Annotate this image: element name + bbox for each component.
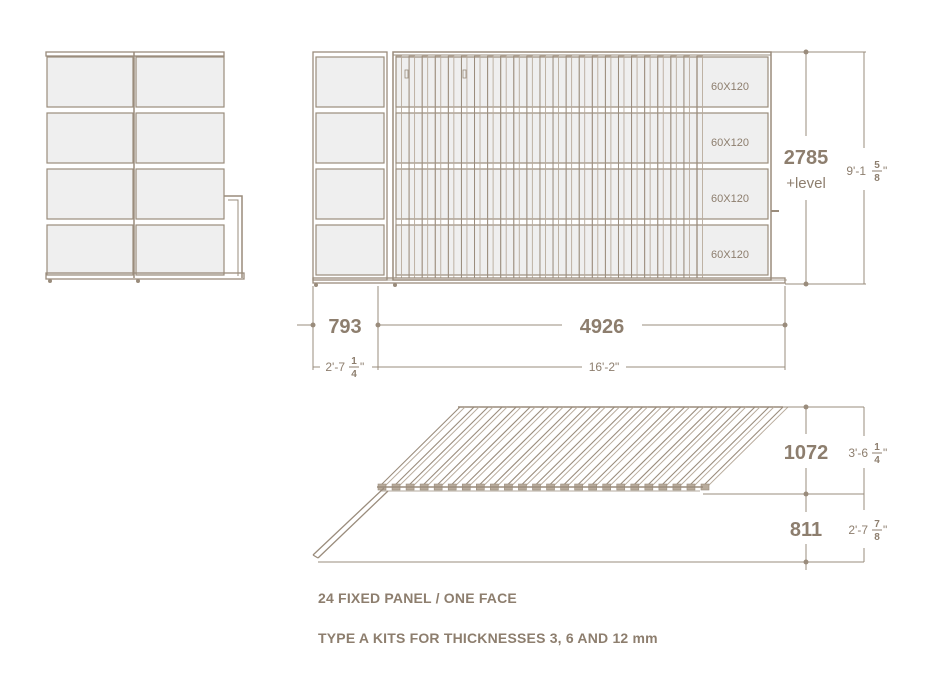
height-ft-numerator: 5	[874, 160, 880, 171]
front-fixed-panel	[316, 57, 384, 107]
panel-label: 60X120	[711, 137, 749, 149]
side-panel	[136, 169, 224, 219]
dimension-tick	[804, 492, 809, 497]
open-ft-label: 2'-7	[848, 523, 868, 537]
plan-depth-mm-label: 1072	[783, 442, 829, 464]
depth-ft-denominator: 4	[351, 369, 357, 380]
side-panel	[47, 169, 133, 219]
side-wheel-right	[136, 279, 140, 283]
open-mm-label: 811	[789, 519, 823, 541]
plan-depth-ft-denominator: 4	[874, 455, 880, 466]
height-dimension	[771, 50, 887, 287]
panel-label: 60X120	[711, 249, 749, 261]
caption-kits: TYPE A KITS FOR THICKNESSES 3, 6 AND 12 mm	[318, 630, 658, 646]
side-panel	[136, 113, 224, 163]
side-view	[46, 52, 244, 283]
dimension-tick	[311, 323, 316, 328]
front-fixed-panel	[316, 169, 384, 219]
side-top-rail	[46, 52, 224, 56]
plan-depth-ft-label: 3'-6	[848, 446, 868, 460]
depth-ft-label: 2'-7	[325, 360, 345, 374]
caption-panels: 24 FIXED PANEL / ONE FACE	[318, 590, 517, 606]
side-panels	[47, 57, 224, 275]
front-fixed-panels	[316, 57, 384, 275]
length-mm-label: 4926	[579, 316, 625, 338]
panel-label: 60X120	[711, 193, 749, 205]
dimension-tick	[804, 560, 809, 565]
side-bracket-inner	[228, 200, 238, 276]
side-panel	[47, 57, 133, 107]
dimension-tick	[804, 405, 809, 410]
height-mm-label: 2785	[783, 147, 829, 169]
side-wheel-left	[48, 279, 52, 283]
height-note-label: +level	[786, 175, 826, 192]
front-fixed-panel	[316, 225, 384, 275]
plan-fixed-panel	[313, 488, 384, 555]
plan-depth-ft-numerator: 1	[874, 442, 880, 453]
plan-fixed-panel-end	[313, 555, 318, 558]
open-ft-numerator: 7	[874, 519, 880, 530]
panel-label: 60X120	[711, 81, 749, 93]
side-panel	[47, 113, 133, 163]
depth-mm-label: 793	[328, 316, 362, 338]
inch-mark: "	[360, 360, 365, 374]
front-wheel-2	[393, 283, 397, 287]
inch-mark: "	[883, 523, 888, 537]
plan-fixed-panel	[318, 491, 388, 558]
height-ft-denominator: 8	[874, 173, 880, 184]
dimension-tick	[804, 282, 809, 287]
inch-mark: "	[883, 164, 888, 178]
depth-ft-numerator: 1	[351, 356, 357, 367]
width-dimensions	[297, 286, 788, 380]
open-ft-denominator: 8	[874, 532, 880, 543]
side-panel	[47, 225, 133, 275]
plan-slats	[378, 407, 788, 490]
dimension-tick	[804, 50, 809, 55]
side-panel	[136, 57, 224, 107]
height-ft-label: 9'-1	[846, 164, 866, 178]
inch-mark: "	[883, 446, 888, 460]
plan-view	[313, 407, 788, 558]
side-bracket	[224, 196, 242, 278]
length-ft-label: 16'-2"	[588, 360, 620, 374]
front-fixed-panel	[316, 113, 384, 163]
front-wheel-1	[314, 283, 318, 287]
side-panel	[136, 225, 224, 275]
